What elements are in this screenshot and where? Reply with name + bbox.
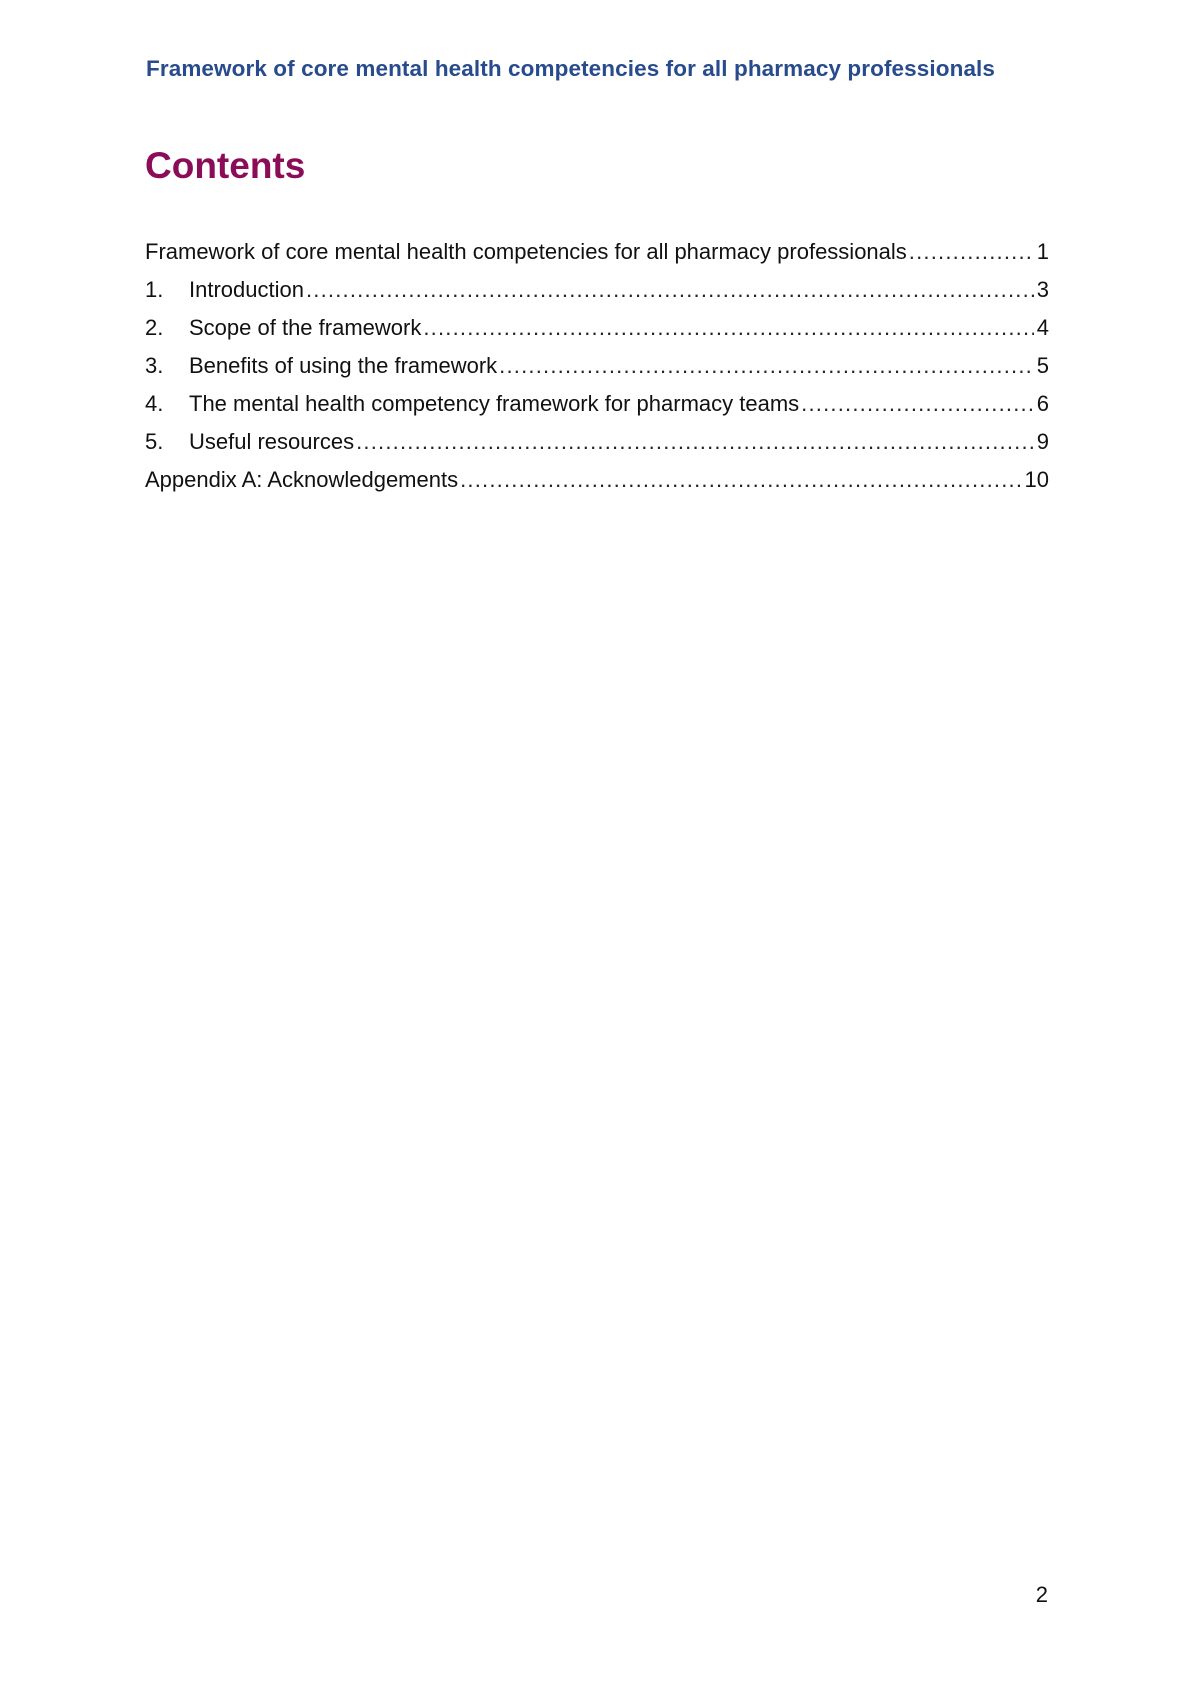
toc-entry-label: Appendix A: Acknowledgements xyxy=(145,467,459,492)
contents-heading: Contents xyxy=(145,145,306,186)
dot-leader xyxy=(499,347,1034,385)
toc-entry-framework[interactable] xyxy=(145,233,1049,271)
toc-entry-number: 3. xyxy=(145,353,164,378)
toc-entry-scope[interactable] xyxy=(145,309,1049,347)
toc-entry-label: Framework of core mental health competencies for all pharmacy professionals xyxy=(145,239,907,264)
running-header: Framework of core mental health competencies for all pharmacy professionals xyxy=(146,56,996,81)
toc-entry-label: The mental health competency framework for pharmacy teams xyxy=(189,391,800,416)
dot-leader xyxy=(423,309,1033,347)
dot-leader xyxy=(460,461,1021,499)
toc-entry-appendix-a[interactable] xyxy=(145,461,1049,499)
toc-entry-benefits[interactable] xyxy=(145,347,1049,385)
toc-entry-page: 3 xyxy=(1036,277,1049,302)
table-of-contents xyxy=(145,233,1049,499)
toc-entry-page: 9 xyxy=(1036,429,1049,454)
toc-entry-page: 1 xyxy=(1036,239,1049,264)
toc-entry-page: 10 xyxy=(1024,467,1049,492)
toc-entry-label: Scope of the framework xyxy=(189,315,422,340)
toc-entry-page: 6 xyxy=(1036,391,1049,416)
toc-entry-label: Useful resources xyxy=(189,429,355,454)
toc-entry-label: Introduction xyxy=(189,277,304,302)
page-number: 2 xyxy=(1035,1582,1048,1607)
toc-entry-number: 2. xyxy=(145,315,164,340)
dot-leader xyxy=(801,385,1034,423)
toc-entry-competency-framework[interactable] xyxy=(145,385,1049,423)
toc-entry-number: 5. xyxy=(145,429,164,454)
toc-entry-number: 4. xyxy=(145,391,164,416)
toc-entry-introduction[interactable] xyxy=(145,271,1049,309)
toc-entry-number: 1. xyxy=(145,277,164,302)
toc-entry-page: 5 xyxy=(1036,353,1049,378)
dot-leader xyxy=(306,271,1034,309)
dot-leader xyxy=(356,423,1034,461)
dot-leader xyxy=(909,233,1034,271)
toc-entry-page: 4 xyxy=(1036,315,1049,340)
toc-entry-label: Benefits of using the framework xyxy=(189,353,498,378)
toc-entry-resources[interactable] xyxy=(145,423,1049,461)
